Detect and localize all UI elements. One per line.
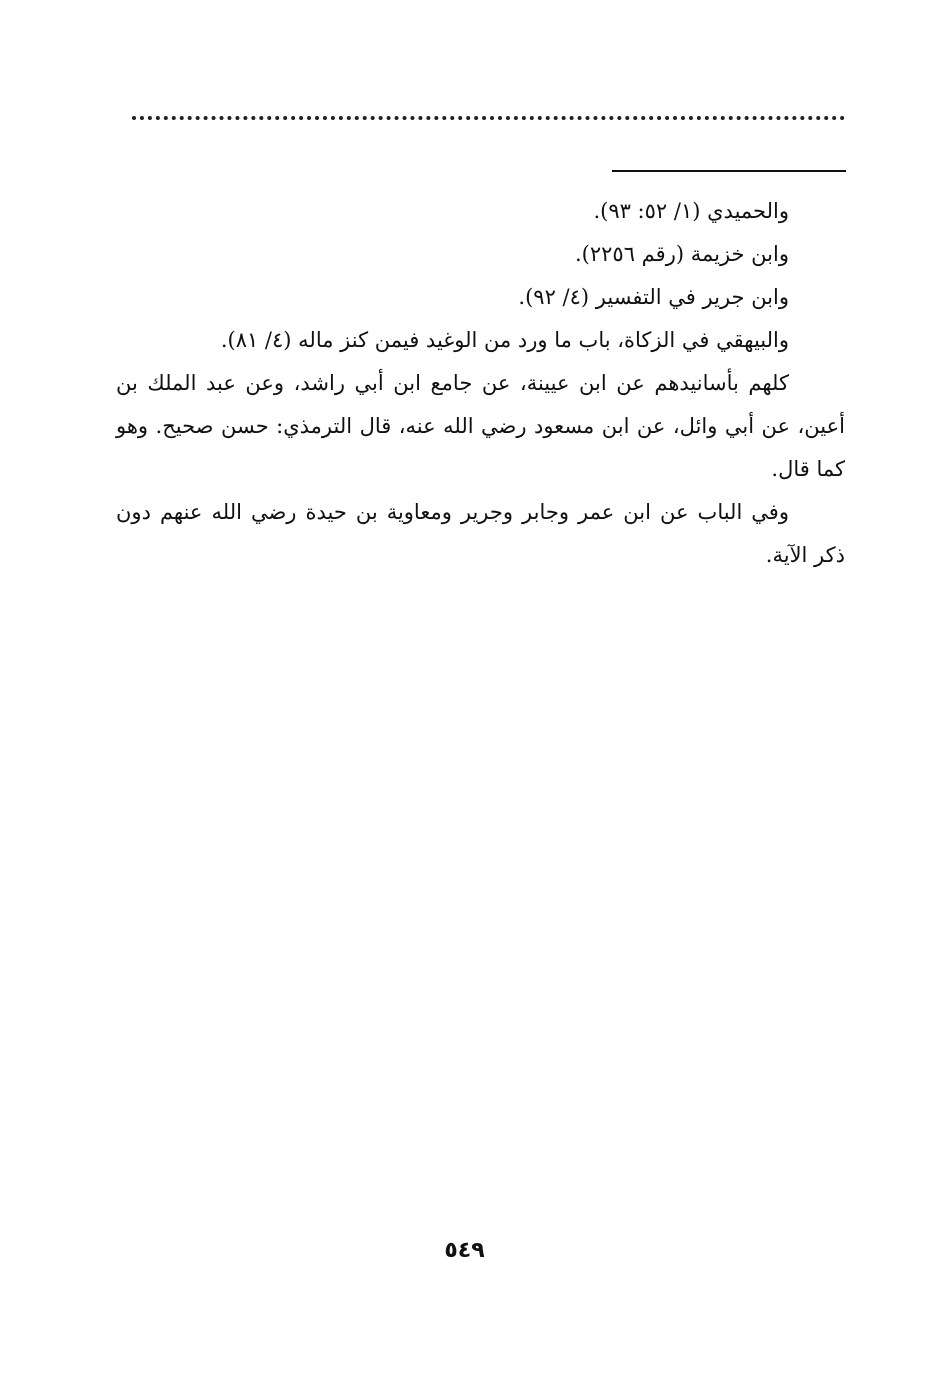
footnote-line-ibn-jarir: وابن جرير في التفسير (٤/ ٩٢). [518, 285, 789, 309]
page-number: ٥٤٩ [444, 1238, 485, 1263]
footnote-line-bayhaqi: والبيهقي في الزكاة، باب ما ورد من الوغيد فيمن كنز ماله (٤/ ٨١). [220, 328, 789, 352]
footnote-line-ibn-khuzaymah: وابن خزيمة (رقم ٢٢٥٦). [575, 242, 789, 266]
footnote-paragraph-chains: كلهم بأسانيدهم عن ابن عيينة، عن جامع ابن أبي راشد، وعن عبد الملك بن أعين، عن أبي وائل، عن ابن مسعود رضي الله عنه، قال الترمذي: حسن صحيح. وهو كما قال. [116, 371, 845, 481]
footnote-line-humaidi: والحميدي (١/ ٥٢: ٩٣). [593, 199, 789, 223]
footnote-block [116, 190, 845, 577]
dotted-separator [132, 116, 845, 120]
footnote-rule [612, 170, 846, 172]
footnote-paragraph-chapter: وفي الباب عن ابن عمر وجابر وجرير ومعاوية بن حيدة رضي الله عنهم دون ذكر الآية. [116, 500, 845, 567]
